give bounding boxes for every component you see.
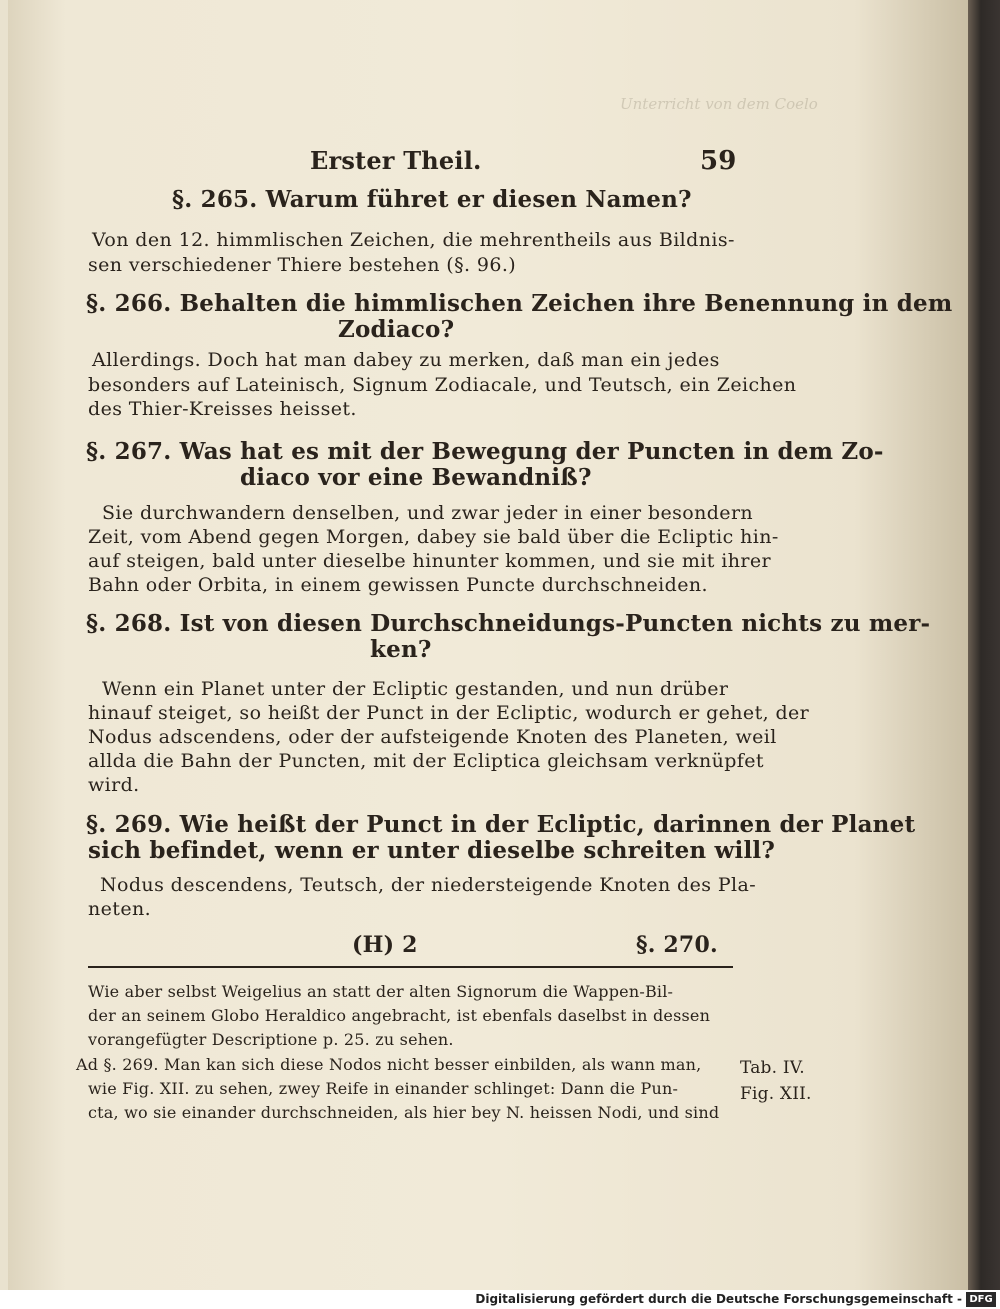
footnote-line: Wie aber selbst Weigelius an statt der alten Signorum die Wappen-Bil-: [88, 982, 674, 1001]
section-heading: sich befindet, wenn er unter dieselbe schreiten will?: [88, 837, 776, 864]
page-edge-shadow: [968, 0, 1000, 1290]
body-line: Zeit, vom Abend gegen Morgen, dabey sie bald über die Ecliptic hin-: [88, 526, 779, 548]
body-line: des Thier-Kreisses heisset.: [88, 398, 357, 420]
signature-mark: (H) 2: [352, 932, 418, 958]
body-line: neten.: [88, 898, 152, 920]
ad-note-line: Ad §. 269. Man kan sich diese Nodos nicht besser einbilden, als wann man,: [76, 1055, 702, 1074]
bleed-through-text: Unterricht von dem Coelo: [620, 95, 818, 113]
section-heading: Zodiaco?: [338, 316, 455, 343]
margin-tab-ref: Tab. IV.: [740, 1058, 805, 1078]
body-line: allda die Bahn der Puncten, mit der Ecliptica gleichsam verknüpfet: [88, 750, 764, 772]
page-number: 59: [700, 146, 737, 176]
body-line: auf steigen, bald unter dieselbe hinunter kommen, und sie mit ihrer: [88, 550, 771, 572]
body-line: Bahn oder Orbita, in einem gewissen Puncte durchschneiden.: [88, 574, 708, 596]
running-title: Erster Theil.: [310, 146, 482, 175]
footnote-line: vorangefügter Descriptione p. 25. zu sehen.: [88, 1030, 454, 1049]
body-line: Allerdings. Doch hat man dabey zu merken, daß man ein jedes: [92, 349, 720, 371]
footnote-rule: [88, 966, 733, 968]
body-line: Von den 12. himmlischen Zeichen, die mehrentheils aus Bildnis-: [92, 229, 735, 251]
ad-note-line: cta, wo sie einander durchschneiden, als hier bey N. heissen Nodi, und sind: [88, 1103, 720, 1122]
body-line: wird.: [88, 774, 140, 796]
section-heading: §. 267. Was hat es mit der Bewegung der Puncten in dem Zo-: [86, 438, 884, 465]
body-line: besonders auf Lateinisch, Signum Zodiacale, und Teutsch, ein Zeichen: [88, 374, 797, 396]
section-heading: diaco vor eine Bewandniß?: [240, 464, 592, 491]
ad-note-line: wie Fig. XII. zu sehen, zwey Reife in einander schlinget: Dann die Pun-: [88, 1079, 679, 1098]
margin-fig-ref: Fig. XII.: [740, 1084, 812, 1104]
body-line: sen verschiedener Thiere bestehen (§. 96.): [88, 254, 517, 276]
section-heading: ken?: [370, 636, 432, 663]
dfg-logo: DFG: [966, 1292, 996, 1307]
body-line: Nodus descendens, Teutsch, der niedersteigende Knoten des Pla-: [100, 874, 757, 896]
footnote-line: der an seinem Globo Heraldico angebracht, ist ebenfals daselbst in dessen: [88, 1006, 711, 1025]
catchword: §. 270.: [636, 932, 718, 958]
footer-credit: Digitalisierung gefördert durch die Deutsche Forschungsgemeinschaft -: [475, 1292, 962, 1306]
body-line: Nodus adscendens, oder der aufsteigende Knoten des Planeten, weil: [88, 726, 777, 748]
section-heading: §. 265. Warum führet er diesen Namen?: [172, 186, 692, 213]
body-line: hinauf steiget, so heißt der Punct in der Ecliptic, wodurch er gehet, der: [88, 702, 810, 724]
body-line: Wenn ein Planet unter der Ecliptic gestanden, und nun drüber: [102, 678, 729, 700]
section-heading: §. 268. Ist von diesen Durchschneidungs-Puncten nichts zu mer-: [86, 610, 931, 637]
section-heading: §. 269. Wie heißt der Punct in der Ecliptic, darinnen der Planet: [86, 811, 916, 838]
body-line: Sie durchwandern denselben, und zwar jeder in einer besondern: [102, 502, 754, 524]
section-heading: §. 266. Behalten die himmlischen Zeichen ihre Benennung in dem: [86, 290, 953, 317]
